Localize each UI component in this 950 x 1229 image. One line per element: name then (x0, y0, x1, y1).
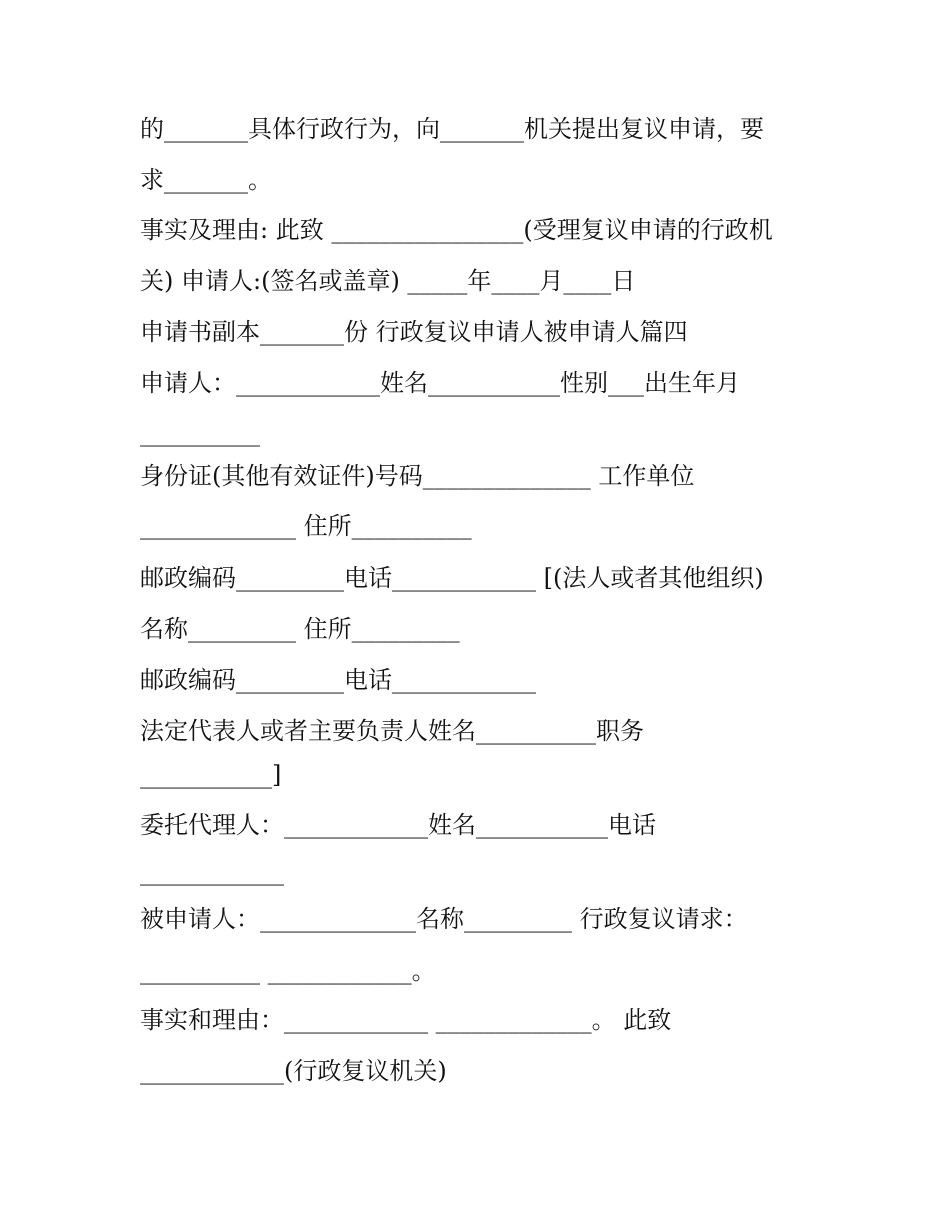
text-line: 关) 申请人:(签名或盖章) _____年____月____日 (140, 267, 636, 295)
text-line: 邮政编码_________电话____________ [(法人或者其他组织) (140, 564, 764, 592)
text-line: __________ (140, 419, 260, 447)
text-line: 委托代理人：____________姓名___________电话 (140, 811, 656, 839)
text-line: ___________] (140, 761, 282, 789)
text-line: __________ ____________。 (140, 957, 436, 985)
text-line: 邮政编码_________电话____________ (140, 666, 536, 694)
text-line: 事实和理由：____________ _____________。 此致 (140, 1006, 672, 1034)
text-line: 身份证(其他有效证件)号码______________ 工作单位 (140, 462, 695, 490)
text-line: 被申请人：_____________名称_________ 行政复议请求： (140, 905, 748, 933)
text-line: _____________ 住所__________ (140, 512, 472, 540)
text-line: 申请人：____________姓名___________性别___出生年月 (140, 369, 740, 397)
text-line: 求_______。 (140, 166, 272, 194)
text-line: ____________ (140, 858, 284, 886)
text-line: 申请书副本_______份 行政复议申请人被申请人篇四 (140, 318, 688, 346)
text-line: 法定代表人或者主要负责人姓名__________职务 (140, 717, 644, 745)
text-line: 名称_________ 住所_________ (140, 615, 460, 643)
text-line: 事实及理由: 此致 ________________(受理复议申请的行政机 (140, 216, 773, 244)
text-line: ____________(行政复议机关) (140, 1057, 447, 1085)
text-line: 的_______具体行政行为，向_______机关提出复议申请，要 (140, 115, 764, 143)
